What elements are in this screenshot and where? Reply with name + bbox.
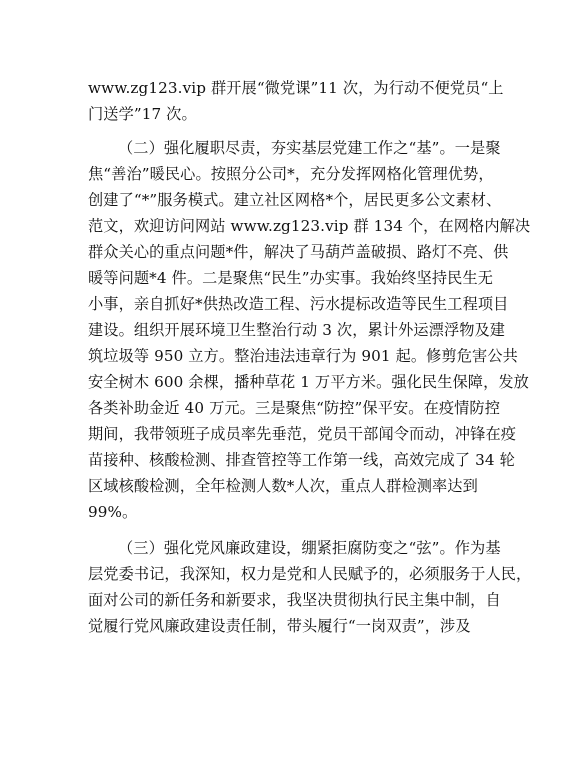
text-line: 各类补助金近 40 万元。三是聚焦“防控”保平安。在疫情防控 bbox=[88, 399, 501, 417]
section-heading-line: （三）强化党风廉政建设，绷紧拒腐防变之“弦”。作为基 bbox=[118, 539, 501, 557]
text-line: www.zg123.vip 群开展“微党课”11 次，为行动不便党员“上 bbox=[88, 79, 504, 97]
section-heading-line: （二）强化履职尽责，夯实基层党建工作之“基”。一是聚 bbox=[118, 139, 501, 157]
text-line: 层党委书记，我深知，权力是党和人民赋予的，必须服务于人民， bbox=[88, 565, 532, 583]
text-line: 范文，欢迎访问网站 www.zg123.vip 群 134 个，在网格内解决 bbox=[88, 217, 531, 235]
text-line: 筑垃圾等 950 立方。整治违法违章行为 901 起。修剪危害公共 bbox=[88, 347, 518, 365]
text-line: 99%。 bbox=[88, 503, 138, 521]
text-line: 苗接种、核酸检测、排查管控等工作第一线，高效完成了 34 轮 bbox=[88, 451, 515, 469]
text-line: 群众关心的重点问题*件，解决了马葫芦盖破损、路灯不亮、供 bbox=[88, 243, 509, 261]
text-line: 觉履行党风廉政建设责任制，带头履行“一岗双责”，涉及 bbox=[88, 617, 471, 635]
text-line: 安全树木 600 余棵，播种草花 1 万平方米。强化民生保障，发放 bbox=[88, 373, 529, 391]
text-line: 面对公司的新任务和新要求，我坚决贯彻执行民主集中制，自 bbox=[88, 591, 501, 609]
text-line: 门送学”17 次。 bbox=[88, 105, 197, 123]
text-line: 创建了“*”服务模式。建立社区网格*个，居民更多公文素材、 bbox=[88, 191, 502, 209]
text-line: 建设。组织开展环境卫生整治行动 3 次，累计外运漂浮物及建 bbox=[88, 321, 506, 339]
text-line: 小事，亲自抓好*供热改造工程、污水提标改造等民生工程项目 bbox=[88, 295, 509, 313]
text-line: 区域核酸检测，全年检测人数*人次，重点人群检测率达到 bbox=[88, 477, 478, 495]
text-line: 期间，我带领班子成员率先垂范，党员干部闻令而动，冲锋在疫 bbox=[88, 425, 517, 443]
text-line: 暖等问题*4 件。二是聚焦“民生”办实事。我始终坚持民生无 bbox=[88, 269, 494, 287]
text-line: 焦“善治”暖民心。按照分公司*，充分发挥网格化管理优势， bbox=[88, 165, 494, 183]
